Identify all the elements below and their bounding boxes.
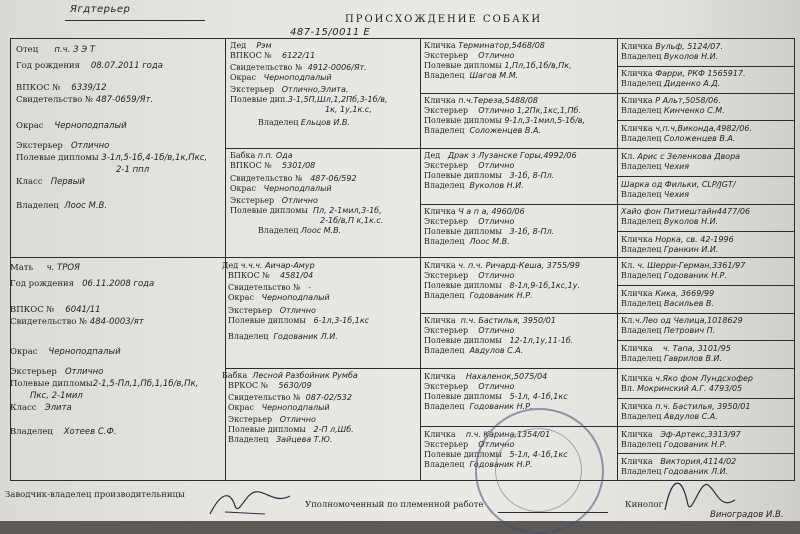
gen2-mf-l5: Экстерьер: [228, 306, 273, 315]
cynologist-signature: [660, 470, 740, 520]
gen3-2-l1: Дед: [424, 151, 441, 160]
gen2-mm-l3: Свидетельство №: [228, 393, 301, 402]
gen3-6-l2: Экстерьер: [424, 382, 469, 391]
gen4-11-a: Кличка: [621, 344, 653, 353]
gen3-1-l4: Владелец: [424, 126, 465, 135]
father-owner: Лоос М.В.: [64, 201, 108, 211]
gen4-cell: [621, 235, 793, 257]
gen4-cell: [621, 180, 793, 204]
gen3-1-v3: 9-1л,3-1мил,5-1б/в,: [504, 116, 586, 125]
grid-row-c4-7: [617, 398, 795, 399]
gen4-2-b: Р Альт,5058/06.: [655, 96, 721, 105]
gen4-7-a: Кличка: [621, 235, 653, 244]
gen3-5-l2: Экстерьер: [424, 326, 469, 335]
father-label: Отец: [16, 45, 39, 55]
gen2-mm-l2: ВРКОС №: [228, 381, 269, 390]
mother-section: [10, 262, 222, 477]
gen3-1-v1: п.ч.Тереза,5488/08: [458, 96, 539, 105]
father-birth: 08.07.2011 года: [90, 61, 163, 71]
cynologist-label: Кинолог: [625, 500, 663, 510]
gen4-1-c: Владелец: [621, 79, 662, 88]
gen4-3-d: Соложенцев В.А.: [663, 134, 736, 143]
gen4-8-c: Владелец: [621, 271, 662, 280]
gen4-13-b: п.ч. Бастилья, 3950/01: [655, 402, 751, 411]
gen2-fm-v3: 487-06/592: [310, 174, 357, 183]
gen4-cell: [621, 374, 793, 398]
gen4-4-d: Чехия: [663, 162, 690, 171]
gen2-ff-v3: 4912-0006/Ят.: [307, 63, 367, 72]
gen3-cell: [424, 96, 616, 148]
grid-row-c2-1: [225, 148, 795, 149]
gen3-1-v4: Соложенцев В.А.: [469, 126, 541, 135]
gen3-cell: [424, 41, 616, 92]
gen2-fm-l3: Свидетельство №: [230, 174, 303, 183]
gen3-4-v4: Годованик Н.Р.: [469, 291, 533, 300]
gen4-1-a: Кличка: [621, 69, 653, 78]
father-exterior-label: Экстерьер: [16, 141, 63, 151]
gen4-15-d: Годованик Л.И.: [663, 467, 729, 476]
gen2-fm-l1: Бабка: [230, 151, 256, 160]
gen2-mf-v1: ч.ч.ч. Аичар-Амур: [240, 261, 315, 270]
mother-name: ч. ТРОЯ: [46, 263, 80, 273]
father-vpkos: 6339/12: [71, 83, 107, 93]
gen4-11-b: ч. Тапа, 3101/95: [662, 344, 731, 353]
gen3-4-v2: Отлично: [478, 271, 515, 280]
gen3-cell: [424, 207, 616, 257]
gen3-3-v3: 3-1б, 8-Пл.: [509, 227, 555, 236]
document-number: 487-15/0011 Е: [290, 27, 371, 38]
gen4-9-c: Владелец: [621, 299, 662, 308]
gen2-ff-v5: Отлично,Элита.: [281, 85, 349, 94]
mother-class-label: Класс: [10, 403, 37, 413]
authorized-label: Уполномоченный по племенной работе: [305, 500, 484, 510]
gen4-10-a: Кл.: [621, 316, 635, 325]
gen4-cell: [621, 430, 793, 453]
grid-top: [10, 38, 795, 39]
gen3-0-l3: Полевые дипломы: [424, 61, 502, 70]
grandsire-paternal: [230, 41, 418, 147]
gen2-ff-l3: Свидетельство №: [230, 63, 303, 72]
gen2-mf-l1: Дед: [222, 261, 239, 270]
gen2-fm-l6: Полевые дипломы: [230, 206, 308, 215]
gen2-fm-v4: Черноподпалый: [263, 184, 332, 193]
gen3-5-l1: Кличка: [424, 316, 456, 325]
grandsire-maternal: [222, 261, 418, 367]
gen2-mf-l8: Владелец: [228, 332, 269, 341]
gen4-5-c: Владелец: [621, 190, 662, 199]
father-owner-label: Владелец: [16, 201, 59, 211]
gen3-6-v1: Нахаленок,5075/04: [465, 372, 548, 381]
grid-row-c3-2: [420, 204, 795, 205]
gen4-0-a: Кличка: [621, 42, 653, 51]
gen3-0-v4: Шагов М.М.: [469, 71, 519, 80]
mother-owner-label: Владелец: [10, 427, 53, 437]
gen3-5-l3: Полевые дипломы: [424, 336, 502, 345]
gen3-5-l4: Владелец: [424, 346, 465, 355]
gen3-cell: [424, 151, 616, 203]
gen4-7-d: Гранкин И.И.: [663, 245, 719, 254]
mother-diplomas-label: Полевые дипломы: [10, 379, 93, 389]
mother-birth-label: Год рождения: [10, 279, 75, 289]
gen2-mm-v3: 087-02/532: [305, 393, 352, 402]
gen2-fm-v5: Отлично: [281, 196, 318, 205]
gen2-fm-v2: 5301/08: [282, 161, 316, 170]
gen3-1-l2: Экстерьер: [424, 106, 469, 115]
father-class: Первый: [50, 177, 85, 187]
gen3-5-v1: п.ч. Бастилья, 3950/01: [460, 316, 556, 325]
gen2-ff-v7: 1к, 1у,1к.с,: [325, 105, 372, 114]
grid-row-c4-4: [617, 231, 795, 232]
gen3-6-v3: 5-1л, 4-1б,1кс: [509, 392, 568, 401]
gen4-8-a: Кл.: [621, 261, 635, 270]
gen3-7-v3: 5-1л, 4-1б,1кс: [509, 450, 568, 459]
gen4-cell: [621, 96, 793, 120]
gen2-fm-l5: Экстерьер: [230, 196, 275, 205]
gen3-cell: [424, 261, 616, 312]
gen4-cell: [621, 289, 793, 313]
father-vpkos-label: ВПКОС №: [16, 83, 61, 93]
gen4-14-b: Эф-Артекс,3313/97: [660, 430, 741, 439]
gen2-ff-l6: Полевые дип.: [230, 95, 288, 104]
gen2-mm-v5: Отлично: [279, 415, 316, 424]
gen2-fm-l2: ВПКОС №: [230, 161, 272, 170]
authorized-line: [498, 512, 608, 513]
gen3-6-v2: Отлично: [478, 382, 515, 391]
gen2-fm-l4: Окрас: [230, 184, 256, 193]
gen3-5-v2: Отлично: [478, 326, 515, 335]
gen3-1-v2: Отлично 1,2Пк,1кс,1,Пб.: [478, 106, 582, 115]
gen2-mf-l2: ВПКОС №: [228, 271, 270, 280]
gen3-4-l3: Полевые дипломы: [424, 281, 502, 290]
gen3-cell: [424, 316, 616, 368]
gen4-3-b: ч,п.ч,Виконда,4982/06.: [655, 124, 752, 133]
gen2-mm-l8: Владелец: [228, 435, 269, 444]
gen3-2-v2: Отлично: [478, 161, 515, 170]
gen4-13-d: Авдулов С.А.: [663, 412, 718, 421]
grid-mid: [10, 257, 795, 258]
gen4-7-c: Владелец: [621, 245, 662, 254]
gen3-3-l3: Полевые дипломы: [424, 227, 502, 236]
gen4-0-b: Вульф, 5124/07.: [655, 42, 723, 51]
gen3-7-v4: Годованик Н.Р.: [469, 460, 533, 469]
breed-name: Ягдтерьер: [70, 4, 131, 15]
gen4-12-b: ч.Яко фом Лундсхофер: [655, 374, 754, 383]
gen4-14-a: Кличка: [621, 430, 653, 439]
gen2-ff-l2: ВПКОС №: [230, 51, 272, 60]
gen2-mm-v1: Лесной Разбойник Румба: [252, 371, 358, 380]
gen3-3-v1: Ч а п а, 4960/06: [458, 207, 525, 216]
gen2-ff-l8: Владелец: [258, 118, 299, 127]
mother-class: Элита: [44, 403, 72, 413]
grid-row-c3-4: [420, 426, 795, 427]
gen4-cell: [621, 42, 793, 66]
father-diplomas-1: 3-1л,5-1б,4-1б/в,1к,Пкс,: [101, 153, 208, 163]
gen4-10-b: ч.Лео од Челица,1018629: [634, 316, 743, 325]
gen3-7-l4: Владелец: [424, 460, 465, 469]
gen4-cell: [621, 69, 793, 93]
gen4-15-a: Кличка: [621, 457, 653, 466]
gen2-ff-l1: Дед: [230, 41, 247, 50]
gen4-3-c: Владелец: [621, 134, 662, 143]
gen4-10-d: Петрович П.: [663, 326, 716, 335]
mother-diplomas-1: 2-1,5-Пл,1,Пб,1,1б/в,Пк,: [92, 379, 199, 389]
gen3-5-v4: Авдулов С.А.: [469, 346, 524, 355]
gen4-2-c: Владелец: [621, 106, 662, 115]
gen2-mf-l3: Свидетельство №: [228, 283, 301, 292]
grid-row-c4-3: [617, 176, 795, 177]
gen4-0-d: Вуколов Н.И.: [663, 52, 719, 61]
gen4-6-d: Вуколов Н.И.: [663, 217, 719, 226]
mother-owner: Хотеев С.Ф.: [63, 427, 117, 437]
mother-birth: 06.11.2008 года: [82, 279, 155, 289]
gen4-cell: [621, 261, 793, 285]
gen4-13-c: Владелец: [621, 412, 662, 421]
gen2-mf-v6: 6-1л,3-1б,1кс: [313, 316, 370, 325]
gen3-4-l4: Владелец: [424, 291, 465, 300]
grid-row-c3-1: [420, 93, 795, 94]
gen4-14-d: Годованик Н.Р.: [663, 440, 728, 449]
gen4-11-c: Владелец: [621, 354, 662, 363]
gen4-9-d: Васильев В.: [663, 299, 714, 308]
father-diplomas-label: Полевые дипломы: [16, 153, 99, 163]
gen3-2-l2: Экстерьер: [424, 161, 469, 170]
gen2-mm-l6: Полевые дипломы: [228, 425, 306, 434]
gen3-5-v3: 12-1л,1у,11-1б.: [509, 336, 574, 345]
gen4-14-c: Владелец: [621, 440, 662, 449]
gen4-1-b: Фарри, РКФ 1565917.: [655, 69, 746, 78]
gen2-ff-v1: Рэм: [256, 41, 272, 50]
gen2-ff-v6: 3-1,5П,Шл,1,2Пб,3-1б/в,: [287, 95, 388, 104]
grid-row-c4-1: [617, 66, 795, 67]
official-stamp: [475, 408, 604, 534]
gen3-7-l2: Экстерьер: [424, 440, 469, 449]
gen4-10-c: Владелец: [621, 326, 662, 335]
gen4-cell: [621, 152, 793, 176]
father-diplomas-2: 2-1 ппл: [116, 165, 150, 175]
gen4-4-b: Арис с Зеленкова Двора: [637, 152, 741, 161]
gen4-15-c: Владелец: [621, 467, 662, 476]
gen4-2-d: Кинченко С.М.: [663, 106, 725, 115]
gen2-mm-l5: Экстерьер: [228, 415, 273, 424]
gen3-0-l4: Владелец: [424, 71, 465, 80]
gen2-mm-l4: Окрас: [228, 403, 254, 412]
father-cert-label: Свидетельство №: [16, 95, 94, 105]
gen2-fm-v8: Лоос М.В.: [300, 226, 342, 235]
father-class-label: Класс: [16, 177, 43, 187]
grid-right: [794, 38, 795, 481]
gen4-cell: [621, 124, 793, 148]
grid-col-2: [420, 38, 421, 481]
gen3-7-v2: Отлично: [478, 440, 515, 449]
gen4-4-c: Владелец: [621, 162, 662, 171]
gen2-fm-v1: п.п. Ода: [257, 151, 293, 160]
gen2-ff-l4: Окрас: [230, 73, 256, 82]
gen3-1-l3: Полевые дипломы: [424, 116, 502, 125]
gen3-2-l4: Владелец: [424, 181, 465, 190]
grid-row-c3-3: [420, 313, 795, 314]
mother-color-label: Окрас: [10, 347, 38, 357]
cynologist-name: Виноградов И.В.: [710, 510, 784, 520]
father-birth-label: Год рождения: [16, 61, 81, 71]
breeder-label: Заводчик-владелец производительницы: [5, 490, 185, 500]
gen3-2-v3: 3-1б, 8-Пл.: [509, 171, 555, 180]
gen3-3-l2: Экстерьер: [424, 217, 469, 226]
gen4-15-b: Виктория,4114/02: [660, 457, 737, 466]
gen2-mf-v5: Отлично: [279, 306, 316, 315]
gen2-mf-v8: Годованик Л.И.: [273, 332, 338, 341]
mother-cert-label: Свидетельство №: [10, 317, 88, 327]
gen3-3-v4: Лоос М.В.: [469, 237, 510, 246]
gen3-3-l4: Владелец: [424, 237, 465, 246]
gen2-mf-v2: 4581/04: [280, 271, 314, 280]
gen4-12-d: Мокринский А.Г. 4793/05: [637, 384, 743, 393]
gen4-6-b: Хайо фон Питиештайн4477/06: [621, 207, 751, 216]
gen3-7-v1: п.ч. Карина,1354/01: [465, 430, 551, 439]
gen3-4-l1: Кличка: [424, 261, 456, 270]
gen3-6-l4: Владелец: [424, 402, 465, 411]
gen3-4-l2: Экстерьер: [424, 271, 469, 280]
document-title: ПРОИСХОЖДЕНИЕ СОБАКИ: [345, 14, 543, 25]
gen3-4-v1: ч. п.ч. Ричард-Кеша, 3755/99: [458, 261, 580, 270]
gen2-mm-v8: Зайцева Т.Ю.: [276, 435, 333, 444]
mother-vpkos: 6041/11: [65, 305, 101, 315]
mother-cert: 484-0003/ят: [89, 317, 144, 327]
gen2-ff-v4: Черноподпалый: [263, 73, 332, 82]
mother-label: Мать: [10, 263, 34, 273]
gen2-fm-l8: Владелец: [258, 226, 299, 235]
gen2-fm-v7: 2-1б/в,П к,1к.с.: [320, 216, 384, 225]
gen4-4-a: Кл.: [621, 152, 635, 161]
gen4-9-a: Кличка: [621, 289, 653, 298]
mother-vpkos-label: ВПКОС №: [10, 305, 55, 315]
gen2-mf-v4: Черноподпалый: [261, 293, 330, 302]
gen2-mf-l4: Окрас: [228, 293, 254, 302]
gen3-2-l3: Полевые дипломы: [424, 171, 502, 180]
grid-row-c4-2: [617, 120, 795, 121]
gen4-12-a: Кличка: [621, 374, 653, 383]
breeder-signature: [205, 484, 295, 520]
gen2-ff-v2: 6122/11: [282, 51, 316, 60]
grid-row-c4-8: [617, 453, 795, 454]
granddam-paternal: [230, 151, 418, 256]
gen4-1-d: Диденко А.Д.: [663, 79, 721, 88]
gen4-0-c: Владелец: [621, 52, 662, 61]
gen4-13-a: Кличка: [621, 402, 653, 411]
gen3-0-v2: Отлично: [478, 51, 515, 60]
gen2-mm-v4: Черноподпалый: [261, 403, 330, 412]
gen3-7-l1: Кличка: [424, 430, 456, 439]
gen3-4-v3: 8-1л,9-1б,1кс,1у.: [509, 281, 580, 290]
gen4-2-a: Кличка: [621, 96, 653, 105]
gen3-2-v1: Драк з Лузанске Горы,4992/06: [447, 151, 577, 160]
gen4-12-c: Вл.: [621, 384, 635, 393]
gen3-0-l1: Кличка: [424, 41, 456, 50]
gen3-2-v4: Вуколов Н.И.: [469, 181, 524, 190]
gen4-9-b: Кика, 3669/99: [655, 289, 715, 298]
gen2-mf-l6: Полевые дипломы: [228, 316, 306, 325]
granddam-maternal: [222, 371, 418, 479]
grid-row-c2-2: [225, 368, 795, 369]
gen3-0-l2: Экстерьер: [424, 51, 469, 60]
gen3-6-l1: Кличка: [424, 372, 456, 381]
gen3-6-l3: Полевые дипломы: [424, 392, 502, 401]
gen4-8-b: ч. Шерри-Герман,3361/97: [637, 261, 746, 270]
gen4-5-d: Чехия: [663, 190, 690, 199]
gen3-0-v3: 1,Пл,1б,1б/в,Пк,: [504, 61, 572, 70]
gen4-cell: [621, 207, 793, 231]
mother-diplomas-2: Пкс, 2-1мил: [30, 391, 83, 401]
gen4-11-d: Гаврилов В.И.: [663, 354, 723, 363]
gen4-8-d: Годованик Н.Р.: [663, 271, 728, 280]
breed-underline: [65, 20, 205, 21]
father-color-label: Окрас: [16, 121, 44, 131]
gen4-cell: [621, 344, 793, 368]
father-section: [16, 44, 221, 256]
mother-exterior-label: Экстерьер: [10, 367, 57, 377]
mother-color: Черноподпалый: [48, 347, 121, 357]
grid-col-3: [617, 38, 618, 481]
grid-row-c4-6: [617, 340, 795, 341]
mother-exterior: Отлично: [64, 367, 104, 377]
gen4-cell: [621, 316, 793, 340]
gen2-fm-v6: Пл, 2-1мил,3-1б,: [312, 206, 382, 215]
father-name: п.ч. З Э Т: [54, 45, 96, 55]
gen4-3-a: Кличка: [621, 124, 653, 133]
gen3-3-l1: Кличка: [424, 207, 456, 216]
gen4-6-c: Владелец: [621, 217, 662, 226]
gen2-ff-v8: Ельцов И.В.: [300, 118, 350, 127]
gen2-mm-v2: 5630/09: [278, 381, 312, 390]
gen2-mf-v3: -: [308, 283, 312, 292]
father-color: Черноподпалый: [54, 121, 127, 131]
gen3-6-v4: Годованик Н.Р.: [469, 402, 533, 411]
gen3-1-l1: Кличка: [424, 96, 456, 105]
father-exterior: Отлично: [70, 141, 110, 151]
gen2-mm-l1: Бабка: [222, 371, 248, 380]
gen2-ff-l5: Экстерьер: [230, 85, 275, 94]
gen3-3-v2: Отлично: [478, 217, 515, 226]
gen4-cell: [621, 402, 793, 426]
gen4-5-b: Шарка од Фильки, CLP/JGT/: [621, 180, 736, 189]
gen2-mm-v6: 2-П л,Шб.: [313, 425, 354, 434]
gen3-7-l3: Полевые дипломы: [424, 450, 502, 459]
gen3-0-v1: Терминатор,5468/08: [458, 41, 545, 50]
gen4-7-b: Норка, св. 42-1996: [655, 235, 734, 244]
father-cert: 487-0659/Ят.: [95, 95, 154, 105]
grid-row-c4-5: [617, 285, 795, 286]
